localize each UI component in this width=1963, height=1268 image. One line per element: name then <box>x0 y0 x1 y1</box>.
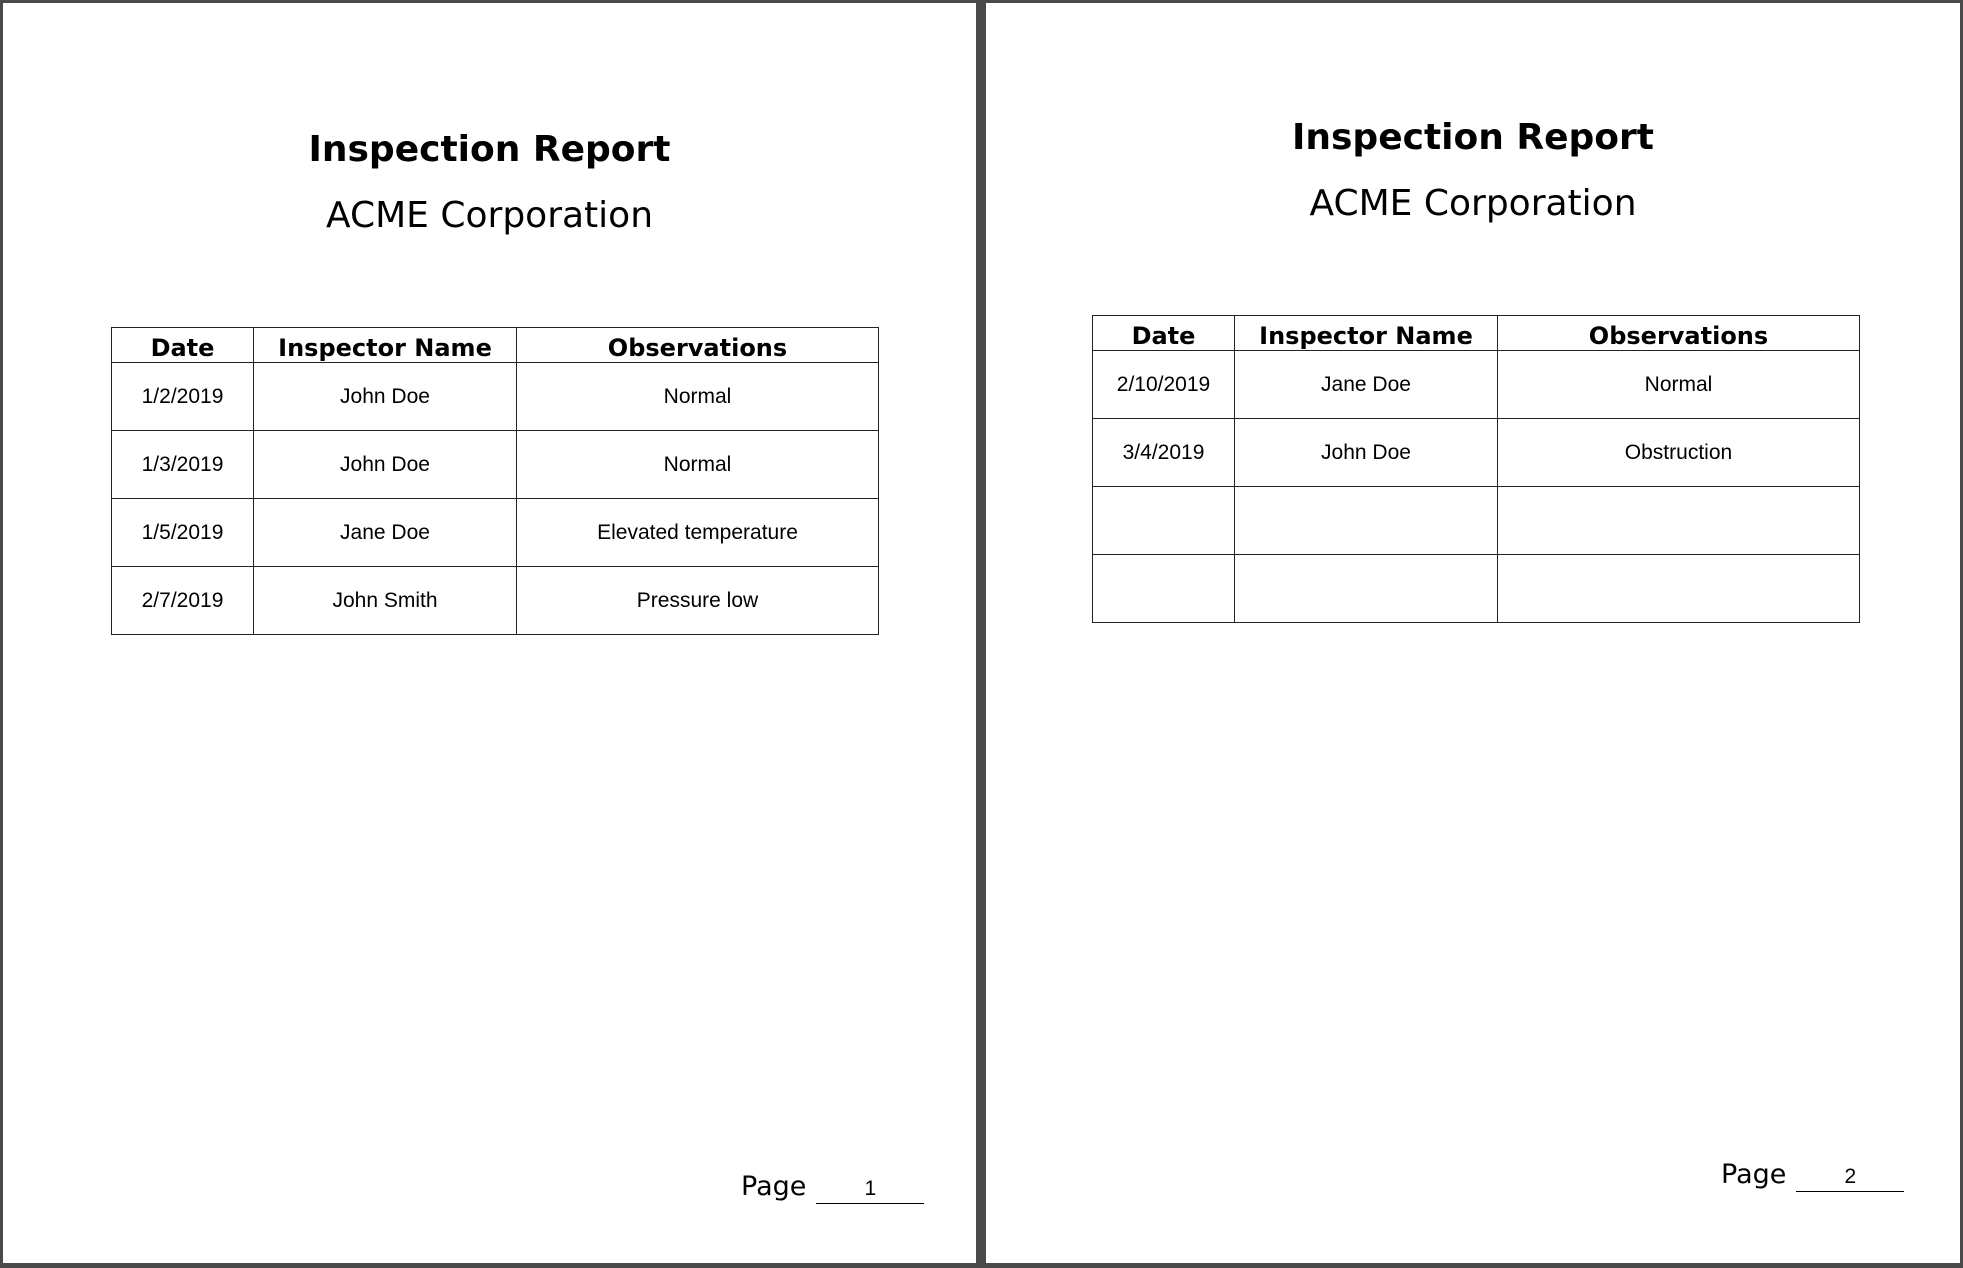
cell-date: 3/4/2019 <box>1093 419 1235 487</box>
document-page-2 <box>986 3 1960 1263</box>
column-header-date: Date <box>1093 316 1235 351</box>
cell-observation <box>1498 555 1860 623</box>
page-footer <box>741 1171 924 1204</box>
inspection-table <box>111 327 879 635</box>
table-row <box>112 431 879 499</box>
inspection-table <box>1092 315 1860 623</box>
cell-observation: Normal <box>517 363 879 431</box>
table-row <box>1093 555 1860 623</box>
cell-observation <box>1498 487 1860 555</box>
report-title: Inspection Report <box>308 129 671 170</box>
cell-date: 1/5/2019 <box>112 499 254 567</box>
page-label: Page <box>741 1171 807 1202</box>
company-name: ACME Corporation <box>325 195 654 236</box>
column-header-observations: Observations <box>1498 316 1860 351</box>
cell-inspector: John Doe <box>254 431 517 499</box>
cell-inspector: Jane Doe <box>1235 351 1498 419</box>
table-row <box>112 567 879 635</box>
cell-date: 1/3/2019 <box>112 431 254 499</box>
column-header-observations: Observations <box>517 328 879 363</box>
table-header-row <box>112 328 879 363</box>
page-footer <box>1721 1159 1904 1192</box>
cell-date: 2/7/2019 <box>112 567 254 635</box>
cell-date: 2/10/2019 <box>1093 351 1235 419</box>
table-row <box>112 499 879 567</box>
cell-inspector: Jane Doe <box>254 499 517 567</box>
cell-inspector <box>1235 555 1498 623</box>
cell-date <box>1093 487 1235 555</box>
table-header-row <box>1093 316 1860 351</box>
table-row <box>1093 419 1860 487</box>
document-page-1 <box>3 3 976 1263</box>
cell-date <box>1093 555 1235 623</box>
page-label: Page <box>1721 1159 1787 1190</box>
column-header-inspector: Inspector Name <box>1235 316 1498 351</box>
table-row <box>112 363 879 431</box>
cell-observation: Obstruction <box>1498 419 1860 487</box>
cell-inspector <box>1235 487 1498 555</box>
table-row <box>1093 351 1860 419</box>
cell-inspector: John Doe <box>254 363 517 431</box>
column-header-inspector: Inspector Name <box>254 328 517 363</box>
cell-observation: Elevated temperature <box>517 499 879 567</box>
page-number: 1 <box>816 1175 924 1204</box>
cell-observation: Pressure low <box>517 567 879 635</box>
company-name: ACME Corporation <box>1309 183 1637 224</box>
cell-inspector: John Doe <box>1235 419 1498 487</box>
cell-observation: Normal <box>1498 351 1860 419</box>
page-number: 2 <box>1796 1163 1904 1192</box>
column-header-date: Date <box>112 328 254 363</box>
cell-date: 1/2/2019 <box>112 363 254 431</box>
cell-inspector: John Smith <box>254 567 517 635</box>
cell-observation: Normal <box>517 431 879 499</box>
table-row <box>1093 487 1860 555</box>
report-title: Inspection Report <box>1291 117 1655 158</box>
